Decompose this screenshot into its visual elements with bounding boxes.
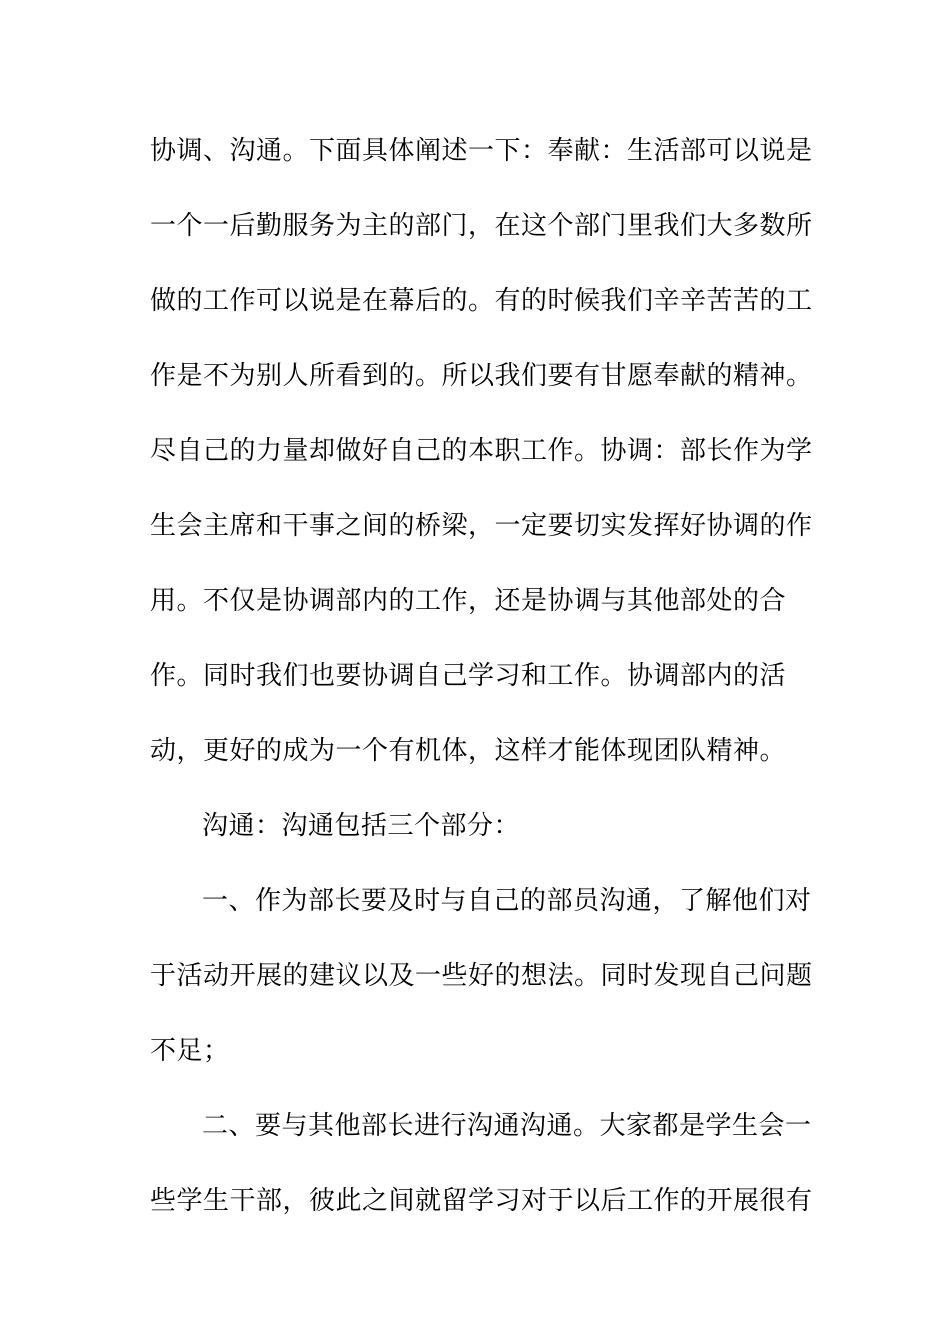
- paragraph-line: 一个一后勤服务为主的部门，在这个部门里我们大多数所: [150, 211, 813, 241]
- paragraph-line: 作是不为别人所看到的。所以我们要有甘愿奉献的精神。: [150, 361, 813, 391]
- paragraph-line: 二、要与其他部长进行沟通沟通。大家都是学生会一: [202, 1111, 812, 1141]
- paragraph-line: 动，更好的成为一个有机体，这样才能体现团队精神。: [150, 736, 787, 766]
- paragraph-line: 协调、沟通。下面具体阐述一下：奉献：生活部可以说是: [150, 136, 813, 166]
- paragraph-line: 一、作为部长要及时与自己的部员沟通，了解他们对: [202, 886, 812, 916]
- paragraph-line: 作。同时我们也要协调自己学习和工作。协调部内的活: [150, 661, 787, 691]
- paragraph-line: 尽自己的力量却做好自己的本职工作。协调：部长作为学: [150, 436, 813, 466]
- paragraph-line: 些学生干部，彼此之间就留学习对于以后工作的开展很有: [150, 1186, 813, 1216]
- paragraph-line: 不足；: [150, 1036, 230, 1066]
- paragraph-line: 生会主席和干事之间的桥梁，一定要切实发挥好协调的作: [150, 511, 813, 541]
- paragraph-line: 沟通：沟通包括三个部分：: [202, 811, 521, 841]
- paragraph-line: 做的工作可以说是在幕后的。有的时候我们辛辛苦苦的工: [150, 286, 813, 316]
- paragraph-line: 于活动开展的建议以及一些好的想法。同时发现自己问题: [150, 961, 813, 991]
- paragraph-line: 用。不仅是协调部内的工作，还是协调与其他部处的合: [150, 586, 787, 616]
